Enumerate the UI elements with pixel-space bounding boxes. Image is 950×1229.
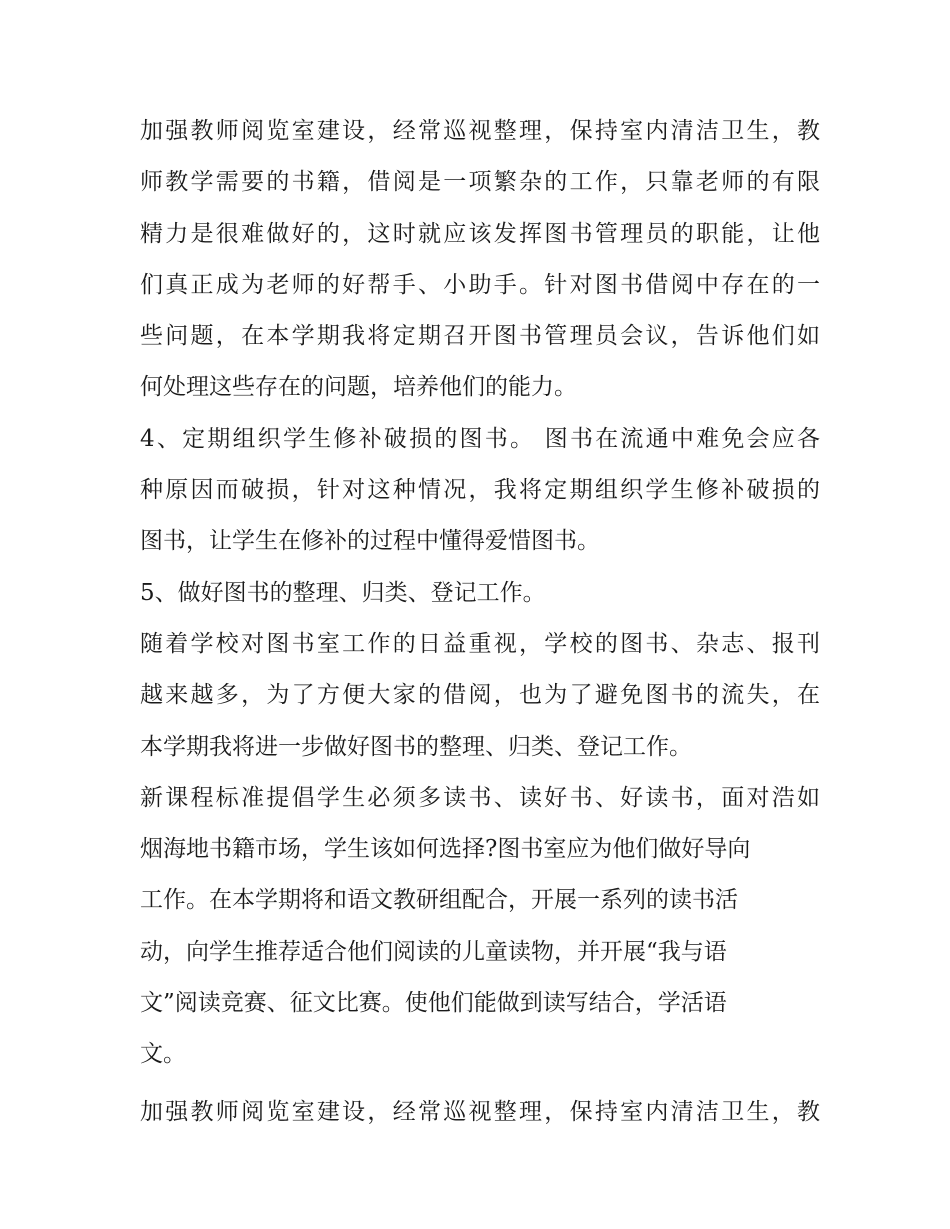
body-text <box>140 106 820 1138</box>
text-line-18: 文”阅读竞赛、征文比赛。使他们能做到读写结合，学活语 <box>140 990 727 1017</box>
text-line-3: 精力是很难做好的，这时就应该发挥图书管理员的职能，让他 <box>140 220 820 247</box>
text-line-16: 工作。在本学期将和语文教研组配合，开展一系列的读书活 <box>140 887 738 914</box>
text-line-4: 们真正成为老师的好帮手、小助手。针对图书借阅中存在的一 <box>140 271 820 298</box>
text-line-7: 4、定期组织学生修补破损的图书。 图书在流通中难免会应各 <box>140 425 820 452</box>
text-line-14: 新课程标准提倡学生必须多读书、读好书、好读书，面对浩如 <box>140 784 820 811</box>
text-line-19: 文。 <box>140 1041 186 1068</box>
text-line-5: 些问题，在本学期我将定期召开图书管理员会议，告诉他们如 <box>140 323 820 350</box>
text-line-13: 本学期我将进一步做好图书的整理、归类、登记工作。 <box>140 733 692 760</box>
text-line-1: 加强教师阅览室建设，经常巡视整理，保持室内清洁卫生，教 <box>140 118 820 144</box>
text-line-6: 何处理这些存在的问题，培养他们的能力。 <box>140 374 577 401</box>
text-line-2: 师教学需要的书籍，借阅是一项繁杂的工作，只靠老师的有限 <box>140 169 820 196</box>
text-line-10: 5、做好图书的整理、归类、登记工作。 <box>140 579 546 606</box>
text-line-20: 加强教师阅览室建设，经常巡视整理，保持室内清洁卫生，教 <box>140 1098 820 1125</box>
text-line-8: 种原因而破损，针对这种情况，我将定期组织学生修补破损的 <box>140 477 820 504</box>
text-line-12: 越来越多，为了方便大家的借阅，也为了避免图书的流失，在 <box>140 682 820 709</box>
text-line-9: 图书，让学生在修补的过程中懂得爱惜图书。 <box>140 528 600 555</box>
text-line-17: 动，向学生推荐适合他们阅读的儿童读物，并开展“我与语 <box>140 938 727 965</box>
text-line-15: 烟海地书籍市场，学生该如何选择?图书室应为他们做好导向 <box>140 836 751 863</box>
text-line-11: 随着学校对图书室工作的日益重视，学校的图书、杂志、报刊 <box>140 630 820 657</box>
